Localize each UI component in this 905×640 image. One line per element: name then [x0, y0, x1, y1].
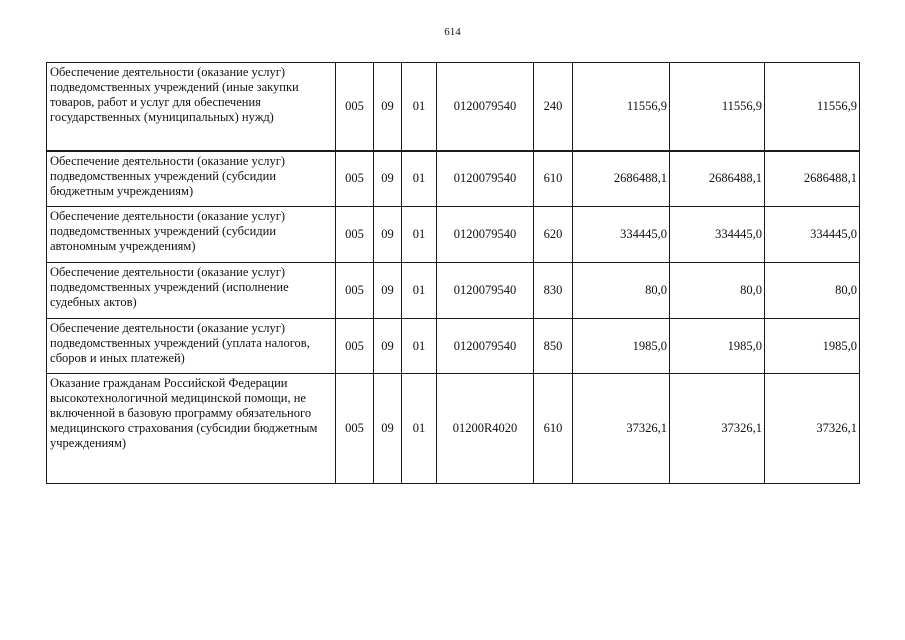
amount-cell: 11556,9 — [765, 63, 860, 151]
expense-type-cell: 240 — [534, 63, 573, 151]
expense-type-cell: 620 — [534, 207, 573, 263]
row-name-cell: Обеспечение деятельности (оказание услуг) подведомственных учреждений (уплата налогов, сборов и иных платежей) — [47, 319, 336, 374]
row-name-cell: Обеспечение деятельности (оказание услуг) подведомственных учреждений (иные закупки товаров, работ и услуг для обеспечения государственных (муниципальных) нужд) — [47, 63, 336, 151]
table-row — [47, 207, 860, 263]
subsection-code-cell: 01 — [402, 207, 437, 263]
target-article-cell: 0120079540 — [437, 207, 534, 263]
table-row — [47, 63, 860, 151]
amount-cell: 334445,0 — [765, 207, 860, 263]
target-article-cell: 0120079540 — [437, 63, 534, 151]
amount-cell: 80,0 — [765, 263, 860, 319]
expense-type-cell: 830 — [534, 263, 573, 319]
amount-cell: 11556,9 — [670, 63, 765, 151]
expense-type-cell: 610 — [534, 374, 573, 484]
table-row — [47, 374, 860, 484]
ministry-code-cell: 005 — [336, 207, 374, 263]
amount-cell: 2686488,1 — [765, 151, 860, 207]
amount-cell: 1985,0 — [573, 319, 670, 374]
ministry-code-cell: 005 — [336, 151, 374, 207]
subsection-code-cell: 01 — [402, 263, 437, 319]
subsection-code-cell: 01 — [402, 374, 437, 484]
amount-cell: 37326,1 — [573, 374, 670, 484]
amount-cell: 80,0 — [670, 263, 765, 319]
subsection-code-cell: 01 — [402, 319, 437, 374]
subsection-code-cell: 01 — [402, 151, 437, 207]
section-code-cell: 09 — [374, 151, 402, 207]
page-number: 614 — [444, 26, 461, 38]
amount-cell: 334445,0 — [573, 207, 670, 263]
row-name-cell: Обеспечение деятельности (оказание услуг) подведомственных учреждений (субсидии бюджетным учреждениям) — [47, 151, 336, 207]
amount-cell: 2686488,1 — [573, 151, 670, 207]
amount-cell: 37326,1 — [765, 374, 860, 484]
amount-cell: 2686488,1 — [670, 151, 765, 207]
table-row — [47, 151, 860, 207]
amount-cell: 1985,0 — [670, 319, 765, 374]
section-code-cell: 09 — [374, 319, 402, 374]
expense-type-cell: 850 — [534, 319, 573, 374]
ministry-code-cell: 005 — [336, 63, 374, 151]
amount-cell: 37326,1 — [670, 374, 765, 484]
amount-cell: 11556,9 — [573, 63, 670, 151]
table-row — [47, 319, 860, 374]
row-name-cell: Обеспечение деятельности (оказание услуг) подведомственных учреждений (исполнение судебных актов) — [47, 263, 336, 319]
table-row — [47, 263, 860, 319]
section-code-cell: 09 — [374, 374, 402, 484]
expense-type-cell: 610 — [534, 151, 573, 207]
target-article-cell: 0120079540 — [437, 151, 534, 207]
subsection-code-cell: 01 — [402, 63, 437, 151]
target-article-cell: 01200R4020 — [437, 374, 534, 484]
amount-cell: 1985,0 — [765, 319, 860, 374]
amount-cell: 334445,0 — [670, 207, 765, 263]
amount-cell: 80,0 — [573, 263, 670, 319]
row-name-cell: Обеспечение деятельности (оказание услуг) подведомственных учреждений (субсидии автономным учреждениям) — [47, 207, 336, 263]
budget-table — [46, 62, 860, 484]
section-code-cell: 09 — [374, 63, 402, 151]
ministry-code-cell: 005 — [336, 319, 374, 374]
ministry-code-cell: 005 — [336, 374, 374, 484]
section-code-cell: 09 — [374, 263, 402, 319]
row-name-cell: Оказание гражданам Российской Федерации высокотехнологичной медицинской помощи, не включенной в базовую программу обязательного медицинского страхования (субсидии бюджетным учреждениям) — [47, 374, 336, 484]
target-article-cell: 0120079540 — [437, 263, 534, 319]
ministry-code-cell: 005 — [336, 263, 374, 319]
section-code-cell: 09 — [374, 207, 402, 263]
target-article-cell: 0120079540 — [437, 319, 534, 374]
